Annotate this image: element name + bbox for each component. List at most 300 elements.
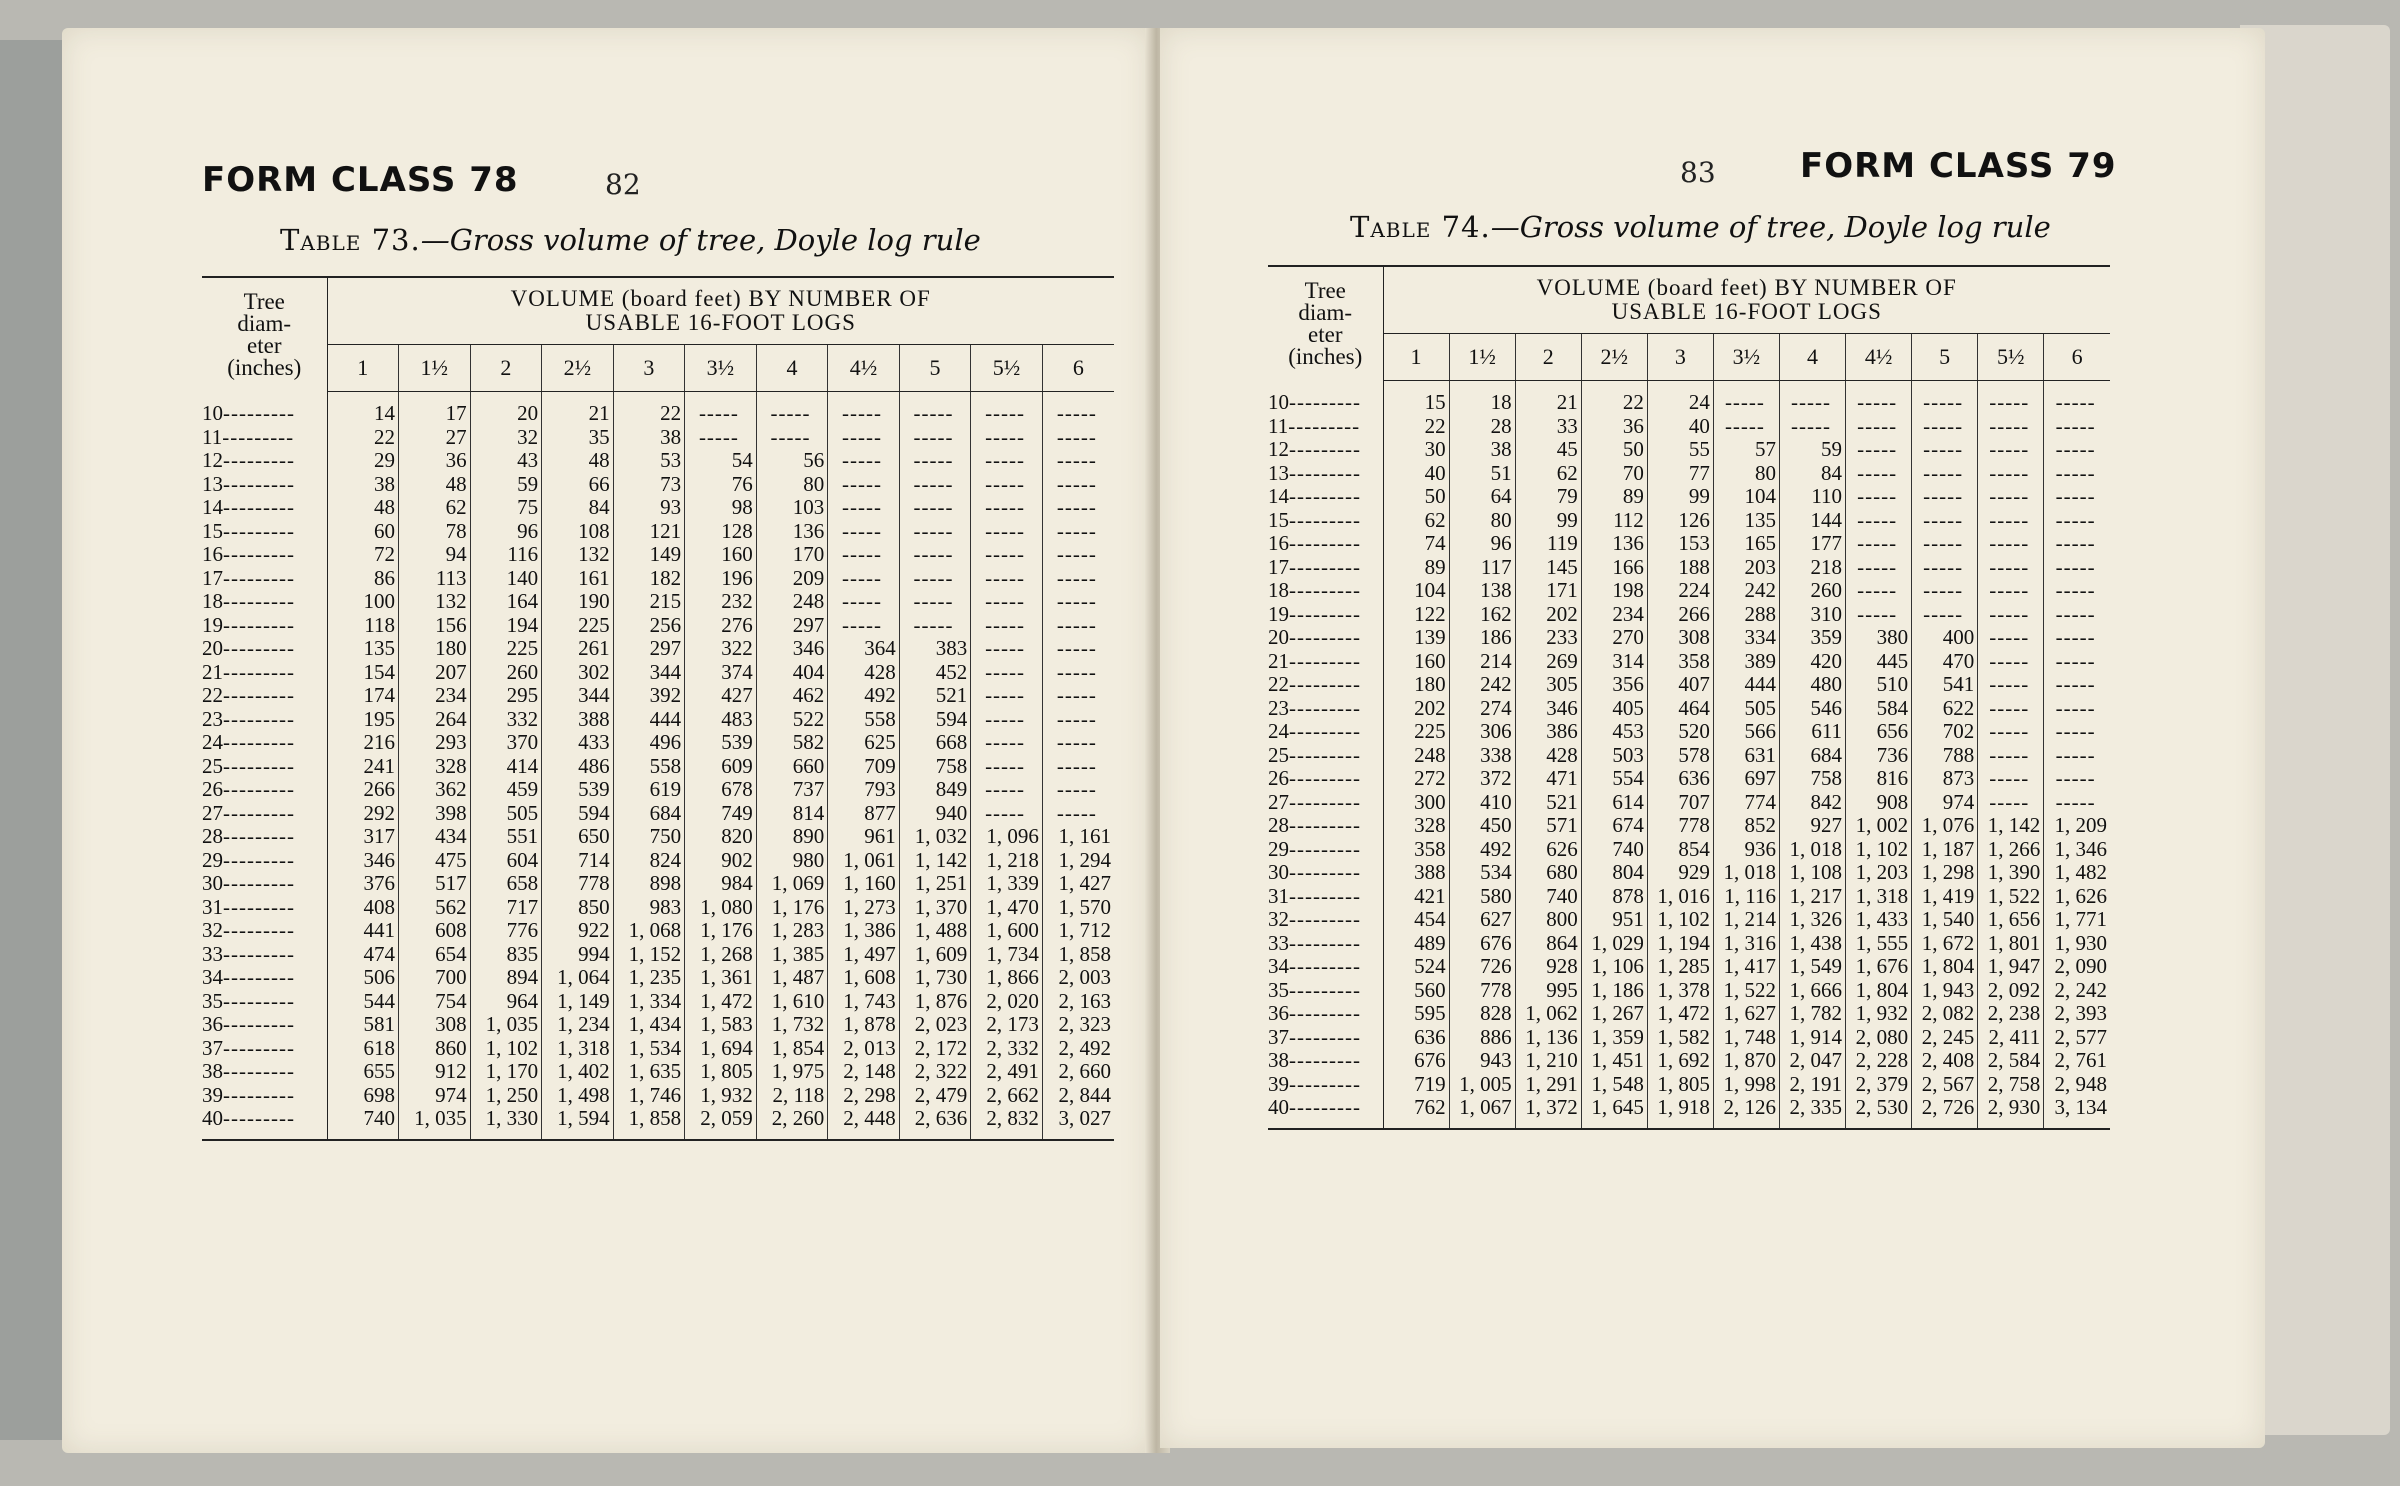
volume-cell: 80 — [1449, 509, 1515, 533]
volume-cell: ----- — [971, 755, 1043, 779]
volume-cell: 778 — [542, 872, 614, 896]
volume-cell: 139 — [1383, 626, 1449, 650]
volume-cell: 2, 242 — [2044, 979, 2110, 1003]
table-row — [202, 896, 1114, 920]
volume-cell: 1, 975 — [756, 1060, 828, 1084]
volume-cell: 654 — [399, 943, 471, 967]
volume-cell: 441 — [327, 919, 399, 943]
volume-cell: 404 — [756, 661, 828, 685]
volume-cell: 292 — [327, 802, 399, 826]
table-row — [1268, 885, 2110, 909]
volume-cell: ----- — [1042, 392, 1114, 426]
volume-cell: 1, 635 — [613, 1060, 685, 1084]
log-count-header: 5½ — [1978, 334, 2044, 381]
volume-cell: ----- — [1912, 415, 1978, 439]
volume-cell: 1, 361 — [685, 966, 757, 990]
table-row — [202, 731, 1114, 755]
volume-cell: 156 — [399, 614, 471, 638]
volume-cell: 94 — [399, 543, 471, 567]
volume-cell: 820 — [685, 825, 757, 849]
volume-cell: 1, 102 — [1647, 908, 1713, 932]
volume-cell: 33 — [1515, 415, 1581, 439]
volume-cell: ----- — [971, 567, 1043, 591]
volume-cell: 1, 068 — [613, 919, 685, 943]
volume-cell: 2, 567 — [1912, 1073, 1978, 1097]
volume-cell: 2, 228 — [1846, 1049, 1912, 1073]
diameter-cell: 18 ----- — [202, 590, 327, 614]
volume-cell: 322 — [685, 637, 757, 661]
diameter-cell: 31 ----- — [1268, 885, 1383, 909]
diameter-cell: 40 ----- — [202, 1107, 327, 1140]
volume-cell: 260 — [1779, 579, 1845, 603]
volume-cell: 332 — [470, 708, 542, 732]
volume-cell: ----- — [899, 567, 971, 591]
left-page — [62, 28, 1150, 1453]
diameter-cell: 26 ----- — [1268, 767, 1383, 791]
volume-cell: 421 — [1383, 885, 1449, 909]
volume-cell: 2, 726 — [1912, 1096, 1978, 1129]
volume-cell: 927 — [1779, 814, 1845, 838]
volume-cell: 22 — [1581, 381, 1647, 415]
volume-cell: 627 — [1449, 908, 1515, 932]
volume-cell: 1, 732 — [756, 1013, 828, 1037]
volume-cell: 2, 090 — [2044, 955, 2110, 979]
volume-cell: ----- — [1978, 415, 2044, 439]
volume-cell: 338 — [1449, 744, 1515, 768]
volume-cell: 54 — [685, 449, 757, 473]
volume-cell: 1, 370 — [899, 896, 971, 920]
volume-cell: ----- — [2044, 381, 2110, 415]
diameter-cell: 12 ----- — [202, 449, 327, 473]
volume-cell: 1, 570 — [1042, 896, 1114, 920]
table-row — [1268, 979, 2110, 1003]
volume-cell: 1, 918 — [1647, 1096, 1713, 1129]
volume-cell: 609 — [685, 755, 757, 779]
volume-cell: ----- — [1846, 381, 1912, 415]
diameter-cell: 22 ----- — [1268, 673, 1383, 697]
volume-cell: 668 — [899, 731, 971, 755]
volume-cell: 1, 160 — [828, 872, 900, 896]
volume-cell: 622 — [1912, 697, 1978, 721]
volume-cell: 180 — [399, 637, 471, 661]
volume-cell: 51 — [1449, 462, 1515, 486]
volume-cell: 1, 771 — [2044, 908, 2110, 932]
table-row — [1268, 673, 2110, 697]
volume-cell: 1, 176 — [756, 896, 828, 920]
volume-cell: 1, 170 — [470, 1060, 542, 1084]
volume-header: VOLUME (board feet) BY NUMBER OF USABLE 16-FOOT LOGS — [327, 277, 1114, 345]
volume-cell: 218 — [1779, 556, 1845, 580]
table-row — [1268, 720, 2110, 744]
volume-cell: ----- — [1978, 720, 2044, 744]
table-row — [1268, 509, 2110, 533]
volume-cell: 198 — [1581, 579, 1647, 603]
volume-cell: 70 — [1581, 462, 1647, 486]
volume-cell: 202 — [1515, 603, 1581, 627]
volume-cell: 1, 600 — [971, 919, 1043, 943]
volume-cell: 740 — [1581, 838, 1647, 862]
volume-cell: 676 — [1383, 1049, 1449, 1073]
volume-cell: 186 — [1449, 626, 1515, 650]
volume-cell: 56 — [756, 449, 828, 473]
volume-cell: ----- — [1912, 438, 1978, 462]
volume-cell: 660 — [756, 755, 828, 779]
volume-cell: ----- — [1846, 532, 1912, 556]
volume-cell: 1, 805 — [1647, 1073, 1713, 1097]
volume-cell: 53 — [613, 449, 685, 473]
volume-cell: 22 — [1383, 415, 1449, 439]
volume-cell: 984 — [685, 872, 757, 896]
volume-cell: 135 — [327, 637, 399, 661]
volume-cell: ----- — [2044, 767, 2110, 791]
volume-cell: 145 — [1515, 556, 1581, 580]
table-row — [202, 392, 1114, 426]
table-row — [202, 966, 1114, 990]
volume-cell: 1, 149 — [542, 990, 614, 1014]
volume-cell: 2, 013 — [828, 1037, 900, 1061]
volume-cell: 232 — [685, 590, 757, 614]
table-row — [1268, 814, 2110, 838]
diameter-cell: 30 ----- — [1268, 861, 1383, 885]
volume-cell: 103 — [756, 496, 828, 520]
table-row — [1268, 603, 2110, 627]
table-row — [202, 849, 1114, 873]
volume-cell: 28 — [1449, 415, 1515, 439]
table-row — [1268, 955, 2110, 979]
volume-cell: 99 — [1647, 485, 1713, 509]
volume-cell: 778 — [1449, 979, 1515, 1003]
volume-cell: 980 — [756, 849, 828, 873]
volume-cell: 15 — [1383, 381, 1449, 415]
volume-cell: 1, 069 — [756, 872, 828, 896]
table-row — [1268, 1002, 2110, 1026]
diameter-cell: 15 ----- — [1268, 509, 1383, 533]
volume-cell: 224 — [1647, 579, 1713, 603]
volume-cell: 674 — [1581, 814, 1647, 838]
volume-cell: ----- — [828, 614, 900, 638]
table-label: Table 74. — [1350, 210, 1491, 244]
volume-cell: 269 — [1515, 650, 1581, 674]
log-count-header: 1 — [327, 345, 399, 392]
volume-cell: 344 — [542, 684, 614, 708]
volume-cell: 824 — [613, 849, 685, 873]
volume-cell: 21 — [542, 392, 614, 426]
volume-cell: 974 — [1912, 791, 1978, 815]
volume-cell: ----- — [1779, 381, 1845, 415]
table-row — [1268, 1049, 2110, 1073]
volume-cell: 1, 930 — [2044, 932, 2110, 956]
volume-cell: 99 — [1515, 509, 1581, 533]
volume-cell: 297 — [613, 637, 685, 661]
volume-cell: ----- — [971, 614, 1043, 638]
volume-cell: ----- — [828, 590, 900, 614]
table-row — [1268, 767, 2110, 791]
diameter-cell: 28 ----- — [1268, 814, 1383, 838]
volume-cell: 388 — [542, 708, 614, 732]
volume-cell: 1, 734 — [971, 943, 1043, 967]
volume-cell: 2, 758 — [1978, 1073, 2044, 1097]
volume-cell: 560 — [1383, 979, 1449, 1003]
volume-cell: ----- — [1978, 532, 2044, 556]
volume-cell: 558 — [613, 755, 685, 779]
diameter-cell: 14 ----- — [202, 496, 327, 520]
volume-cell: 1, 748 — [1713, 1026, 1779, 1050]
volume-cell: 79 — [1515, 485, 1581, 509]
volume-cell: 1, 273 — [828, 896, 900, 920]
volume-cell: 57 — [1713, 438, 1779, 462]
volume-cell: 1, 032 — [899, 825, 971, 849]
volume-cell: ----- — [971, 802, 1043, 826]
volume-cell: 788 — [1912, 744, 1978, 768]
volume-cell: 177 — [1779, 532, 1845, 556]
volume-cell: 2, 260 — [756, 1107, 828, 1140]
volume-cell: 505 — [470, 802, 542, 826]
volume-cell: 631 — [1713, 744, 1779, 768]
volume-cell: ----- — [828, 543, 900, 567]
volume-cell: 1, 029 — [1581, 932, 1647, 956]
diameter-cell: 15 ----- — [202, 520, 327, 544]
volume-cell: 961 — [828, 825, 900, 849]
volume-cell: 611 — [1779, 720, 1845, 744]
volume-cell: 113 — [399, 567, 471, 591]
volume-cell: 2, 020 — [971, 990, 1043, 1014]
volume-cell: 1, 497 — [828, 943, 900, 967]
volume-cell: 32 — [470, 426, 542, 450]
volume-cell: 17 — [399, 392, 471, 426]
diameter-cell: 14 ----- — [1268, 485, 1383, 509]
volume-cell: ----- — [1978, 603, 2044, 627]
volume-cell: 894 — [470, 966, 542, 990]
volume-cell: 539 — [685, 731, 757, 755]
table-row — [202, 778, 1114, 802]
volume-cell: 1, 672 — [1912, 932, 1978, 956]
volume-cell: 1, 298 — [1912, 861, 1978, 885]
volume-cell: 1, 116 — [1713, 885, 1779, 909]
volume-cell: ----- — [1978, 438, 2044, 462]
diameter-cell: 37 ----- — [1268, 1026, 1383, 1050]
volume-cell: 144 — [1779, 509, 1845, 533]
volume-cell: ----- — [1912, 579, 1978, 603]
volume-cell: 77 — [1647, 462, 1713, 486]
table-row — [202, 825, 1114, 849]
volume-cell: 358 — [1647, 650, 1713, 674]
volume-cell: 1, 498 — [542, 1084, 614, 1108]
table-caption — [1350, 210, 2051, 244]
volume-cell: 100 — [327, 590, 399, 614]
volume-cell: 740 — [327, 1107, 399, 1140]
volume-cell: 18 — [1449, 381, 1515, 415]
volume-cell: 96 — [1449, 532, 1515, 556]
volume-cell: 1, 743 — [828, 990, 900, 1014]
volume-cell: 136 — [1581, 532, 1647, 556]
volume-cell: 1, 346 — [2044, 838, 2110, 862]
volume-cell: 994 — [542, 943, 614, 967]
volume-cell: 288 — [1713, 603, 1779, 627]
diameter-cell: 29 ----- — [1268, 838, 1383, 862]
volume-cell: ----- — [1978, 767, 2044, 791]
volume-cell: ----- — [1978, 485, 2044, 509]
volume-cell: 2, 173 — [971, 1013, 1043, 1037]
volume-cell: ----- — [2044, 626, 2110, 650]
volume-cell: 50 — [1581, 438, 1647, 462]
volume-cell: 1, 035 — [470, 1013, 542, 1037]
volume-cell: 908 — [1846, 791, 1912, 815]
table-row — [1268, 791, 2110, 815]
log-count-header: 6 — [1042, 345, 1114, 392]
volume-cell: 684 — [613, 802, 685, 826]
volume-cell: 45 — [1515, 438, 1581, 462]
volume-cell: 2, 163 — [1042, 990, 1114, 1014]
table-row — [202, 708, 1114, 732]
volume-cell: 362 — [399, 778, 471, 802]
volume-cell: 194 — [470, 614, 542, 638]
log-count-header: 5 — [899, 345, 971, 392]
volume-cell: 594 — [899, 708, 971, 732]
volume-cell: ----- — [1978, 744, 2044, 768]
volume-cell: 295 — [470, 684, 542, 708]
volume-cell: 328 — [1383, 814, 1449, 838]
volume-cell: 374 — [685, 661, 757, 685]
volume-cell: 314 — [1581, 650, 1647, 674]
volume-cell: 36 — [1581, 415, 1647, 439]
volume-cell: 2, 023 — [899, 1013, 971, 1037]
table-row — [202, 943, 1114, 967]
table-row — [1268, 861, 2110, 885]
log-count-header-row — [1268, 334, 2110, 381]
diameter-cell: 39 ----- — [202, 1084, 327, 1108]
table-caption — [280, 223, 981, 257]
volume-cell: ----- — [2044, 744, 2110, 768]
volume-cell: 256 — [613, 614, 685, 638]
table-row — [1268, 381, 2110, 415]
page-number: 82 — [605, 168, 641, 201]
table-row — [1268, 744, 2110, 768]
volume-cell: ----- — [1912, 532, 1978, 556]
volume-cell: 1, 470 — [971, 896, 1043, 920]
volume-cell: 749 — [685, 802, 757, 826]
volume-cell: 2, 832 — [971, 1107, 1043, 1140]
form-class-heading: FORM CLASS 78 — [202, 160, 519, 200]
volume-cell: 104 — [1713, 485, 1779, 509]
volume-cell: 188 — [1647, 556, 1713, 580]
volume-cell: 248 — [756, 590, 828, 614]
diameter-cell: 16 ----- — [202, 543, 327, 567]
volume-cell: 1, 035 — [399, 1107, 471, 1140]
volume-cell: 890 — [756, 825, 828, 849]
volume-cell: 2, 059 — [685, 1107, 757, 1140]
volume-cell: 215 — [613, 590, 685, 614]
volume-cell: 717 — [470, 896, 542, 920]
volume-cell: 1, 291 — [1515, 1073, 1581, 1097]
table-row — [202, 614, 1114, 638]
volume-cell: 714 — [542, 849, 614, 873]
volume-cell: 680 — [1515, 861, 1581, 885]
volume-cell: 636 — [1383, 1026, 1449, 1050]
volume-cell: 842 — [1779, 791, 1845, 815]
volume-cell: 36 — [399, 449, 471, 473]
volume-cell: 1, 472 — [685, 990, 757, 1014]
volume-cell: 420 — [1779, 650, 1845, 674]
volume-cell: 1, 540 — [1912, 908, 1978, 932]
volume-cell: 160 — [1383, 650, 1449, 674]
volume-cell: ----- — [1978, 509, 2044, 533]
volume-cell: ----- — [2044, 697, 2110, 721]
volume-cell: ----- — [971, 392, 1043, 426]
volume-cell: 1, 692 — [1647, 1049, 1713, 1073]
volume-cell: 1, 878 — [828, 1013, 900, 1037]
volume-cell: 1, 218 — [971, 849, 1043, 873]
volume-cell: 1, 402 — [542, 1060, 614, 1084]
volume-cell: 74 — [1383, 532, 1449, 556]
table-row — [1268, 908, 2110, 932]
volume-cell: 445 — [1846, 650, 1912, 674]
volume-cell: 1, 080 — [685, 896, 757, 920]
volume-cell: ----- — [971, 637, 1043, 661]
volume-cell: 40 — [1383, 462, 1449, 486]
volume-cell: 126 — [1647, 509, 1713, 533]
table-row — [202, 1037, 1114, 1061]
volume-cell: 43 — [470, 449, 542, 473]
volume-cell: 736 — [1846, 744, 1912, 768]
volume-cell: ----- — [2044, 650, 2110, 674]
table-row — [202, 990, 1114, 1014]
diameter-cell: 29 ----- — [202, 849, 327, 873]
volume-cell: 202 — [1383, 697, 1449, 721]
volume-cell: 1, 386 — [828, 919, 900, 943]
volume-cell: 1, 067 — [1449, 1096, 1515, 1129]
table-row — [1268, 1073, 2110, 1097]
form-class-heading: FORM CLASS 79 — [1800, 146, 2117, 186]
volume-cell: 1, 608 — [828, 966, 900, 990]
table-row — [1268, 932, 2110, 956]
log-count-header: 4½ — [828, 345, 900, 392]
volume-cell: 1, 390 — [1978, 861, 2044, 885]
diameter-cell: 38 ----- — [1268, 1049, 1383, 1073]
volume-cell: 1, 318 — [542, 1037, 614, 1061]
volume-cell: 135 — [1713, 509, 1779, 533]
table-row — [202, 919, 1114, 943]
table-row — [202, 426, 1114, 450]
volume-cell: 580 — [1449, 885, 1515, 909]
volume-cell: ----- — [1846, 485, 1912, 509]
volume-cell: 160 — [685, 543, 757, 567]
volume-cell: 73 — [613, 473, 685, 497]
log-count-header: 1½ — [1449, 334, 1515, 381]
volume-cell: 2, 492 — [1042, 1037, 1114, 1061]
diameter-cell: 25 ----- — [1268, 744, 1383, 768]
volume-cell: 1, 555 — [1846, 932, 1912, 956]
volume-cell: ----- — [899, 449, 971, 473]
volume-cell: 505 — [1713, 697, 1779, 721]
volume-cell: 462 — [756, 684, 828, 708]
log-count-header: 2½ — [1581, 334, 1647, 381]
volume-cell: 1, 417 — [1713, 955, 1779, 979]
volume-cell: 1, 666 — [1779, 979, 1845, 1003]
volume-cell: ----- — [971, 426, 1043, 450]
volume-cell: 308 — [1647, 626, 1713, 650]
volume-cell: 358 — [1383, 838, 1449, 862]
volume-cell: 165 — [1713, 532, 1779, 556]
volume-cell: ----- — [1846, 415, 1912, 439]
diameter-cell: 23 ----- — [202, 708, 327, 732]
volume-cell: 912 — [399, 1060, 471, 1084]
volume-cell: 2, 126 — [1713, 1096, 1779, 1129]
diameter-cell: 20 ----- — [202, 637, 327, 661]
volume-cell: 2, 379 — [1846, 1073, 1912, 1097]
volume-cell: ----- — [1042, 496, 1114, 520]
volume-cell: 650 — [542, 825, 614, 849]
volume-cell: 136 — [756, 520, 828, 544]
